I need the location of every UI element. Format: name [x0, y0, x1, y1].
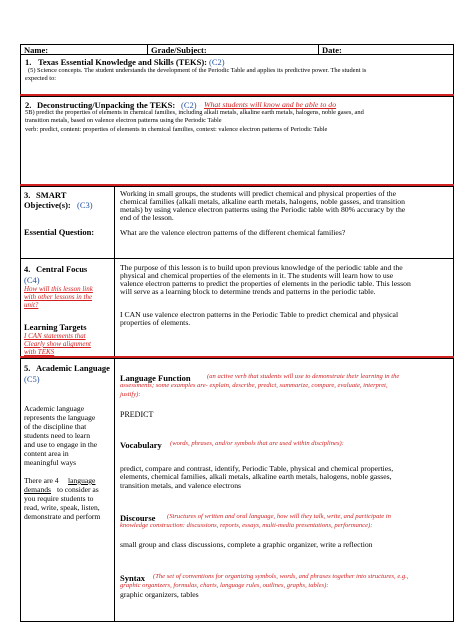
section-central-focus-content-cell — [114, 258, 454, 357]
academic-language-desc-3: of the discipline that — [24, 422, 87, 431]
section-2-code: (C2) — [181, 100, 197, 110]
learning-targets-hint-1: I CAN statements that — [24, 332, 86, 340]
central-focus-line-3: valence electron patterns to predict the properties of elements in the periodic table. This lesson — [120, 279, 411, 288]
section-1-title: Texas Essential Knowledge and Skills (TEKS): — [38, 57, 208, 67]
central-focus-hint-3: unit? — [24, 301, 39, 309]
academic-language-desc-4: students need to learn — [24, 431, 91, 440]
academic-language-desc-5: and use to engage in the — [24, 440, 98, 449]
section-academic-language-content-cell — [114, 358, 454, 622]
section-2-hint: What students will know and be able to do — [204, 100, 337, 109]
language-demands-intro: There are 4 — [24, 476, 59, 485]
discourse-hint-2: knowledge construction: discussions, reports, essays, multi-media presentations, performance): — [120, 522, 373, 529]
objective-line-2: chemical families (alkali metals, alkaline earth metals, halogens, noble gasses, and transition — [120, 197, 405, 206]
section-2-text-line-2: transition metals, based on valence electron patterns using the Periodic Table — [25, 117, 222, 124]
vocabulary-label: Vocabulary — [120, 440, 162, 450]
i-can-line-1: I CAN use valence electron patterns in the Periodic Table to predict chemical and physical — [120, 310, 399, 319]
language-function-hint-3: justify): — [120, 391, 141, 398]
central-focus-line-2: physical and chemical properties of the elements in it. The students will learn how to use — [120, 271, 394, 280]
language-function-label: Language Function — [120, 373, 191, 383]
section-teks — [20, 54, 454, 96]
discourse-hint-1: (Structures of written and oral language, how will they talk, write, and participate in — [167, 513, 391, 520]
objective-line-1: Working in small groups, the students will predict chemical and physical properties of the — [120, 189, 397, 198]
discourse-label: Discourse — [120, 513, 156, 523]
section-deconstructing-teks — [20, 96, 454, 185]
central-focus-hint-2: with other lessons in the — [24, 293, 93, 301]
section-3-number: 3. — [24, 190, 31, 200]
central-focus-line-4: will serve as a learning block to determine trends and patterns in the periodic table. — [120, 287, 376, 296]
section-4-title: Central Focus — [36, 264, 88, 274]
grade-subject-label: Grade/Subject: — [151, 45, 207, 55]
essential-question-text: What are the valence electron patterns of the different chemical families? — [120, 228, 346, 237]
learning-targets-hint-3: with TEKS — [24, 348, 55, 356]
lesson-plan-page — [20, 44, 454, 622]
syntax-hint-1: (The set of conventions for organizing symbols, words, and phrases together into structures, e.g., — [153, 573, 409, 580]
vocabulary-value-1: predict, compare and contrast, identify, Periodic Table, physical and chemical properties, — [120, 464, 394, 473]
section-1-code: (C2) — [209, 57, 225, 67]
i-can-line-2: properties of elements. — [120, 318, 191, 327]
essential-question-label: Essential Question: — [24, 227, 95, 237]
syntax-value: graphic organizers, tables — [120, 590, 199, 599]
academic-language-desc-2: represents the language — [24, 413, 96, 422]
section-1-number: 1. — [25, 57, 32, 67]
language-demands-line-2: read, write, speak, listen, — [24, 503, 100, 512]
language-function-value: PREDICT — [120, 410, 154, 419]
learning-targets-hint-2: Clearly show alignment — [24, 340, 91, 348]
vocabulary-hint: (words, phrases, and/or symbols that are used within disciplines): — [170, 440, 344, 447]
section-3-code: (C3) — [77, 200, 93, 210]
syntax-label: Syntax — [120, 573, 146, 583]
section-central-focus-label-cell — [20, 258, 115, 357]
section-4-code: (C4) — [24, 275, 40, 285]
vocabulary-value-2: elements, chemical families, alkali metals, alkaline earth metals, halogens, noble gasses, — [120, 472, 392, 481]
section-2-text-line-3: verb: predict, content: properties of elements in chemical families, context: valence electron patterns of Periodic Table — [25, 126, 328, 133]
section-3-title-a: SMART — [36, 190, 67, 200]
language-demands-line-1: you require students to — [24, 494, 94, 503]
central-focus-line-1: The purpose of this lesson is to build upon previous knowledge of the periodic table and the — [120, 263, 403, 272]
academic-language-desc-7: meaningful ways — [24, 458, 77, 467]
section-1-text-line-1: (5) Science concepts. The student understands the development of the Periodic Table and applies its predictive power. The student is — [28, 67, 367, 74]
language-demands-link-1[interactable]: language — [68, 476, 96, 485]
section-4-number: 4. — [24, 264, 31, 274]
academic-language-desc-6: content area in — [24, 449, 69, 458]
learning-targets-label: Learning Targets — [24, 322, 87, 332]
language-function-hint-2: assessments; some examples are- explain, describe, predict, summarize, compare, evaluate, interpret, — [120, 382, 388, 389]
discourse-value: small group and class discussions, complete a graphic organizer, write a reflection — [120, 540, 373, 549]
section-1-text-line-2: expected to: — [25, 75, 57, 82]
academic-language-desc-1: Academic language — [24, 404, 85, 413]
central-focus-hint-1: How will this lesson link — [24, 285, 93, 293]
section-2-title: Deconstructing/Unpacking the TEKS: — [37, 100, 176, 110]
section-2-text-line-1: 5B) predict the properties of elements in chemical families, including alkali metals, alkaline earth metals, halogens, noble gases, and — [25, 109, 364, 116]
objective-line-4: end of the lesson. — [120, 213, 174, 222]
objective-line-3: metals) by using valence electron patterns using the Periodic table with 80% accuracy by the — [120, 205, 406, 214]
section-5-code: (C5) — [24, 374, 40, 384]
vocabulary-value-3: transition metals, and valence electrons — [120, 481, 242, 490]
section-5-title: Academic Language — [36, 363, 110, 373]
name-label: Name: — [24, 45, 49, 55]
section-2-number: 2. — [25, 100, 32, 110]
section-smart-content-cell — [114, 186, 454, 259]
language-demands-text-b: to consider as — [57, 485, 99, 494]
section-academic-language-label-cell — [20, 358, 115, 622]
language-demands-link-2[interactable]: demands — [24, 485, 51, 494]
language-function-hint-1: (an active verb that students will use to demonstrate their learning in the — [207, 373, 400, 380]
date-label: Date: — [322, 45, 342, 55]
section-smart-label-cell — [20, 186, 115, 259]
section-3-title-b: Objective(s): — [24, 200, 71, 210]
syntax-hint-2: graphic organizers, formulas, charts, language rules, outlines, graphs, tables): — [120, 582, 329, 589]
language-demands-line-3: demonstrate and perform — [24, 512, 101, 521]
section-5-number: 5. — [24, 363, 31, 373]
